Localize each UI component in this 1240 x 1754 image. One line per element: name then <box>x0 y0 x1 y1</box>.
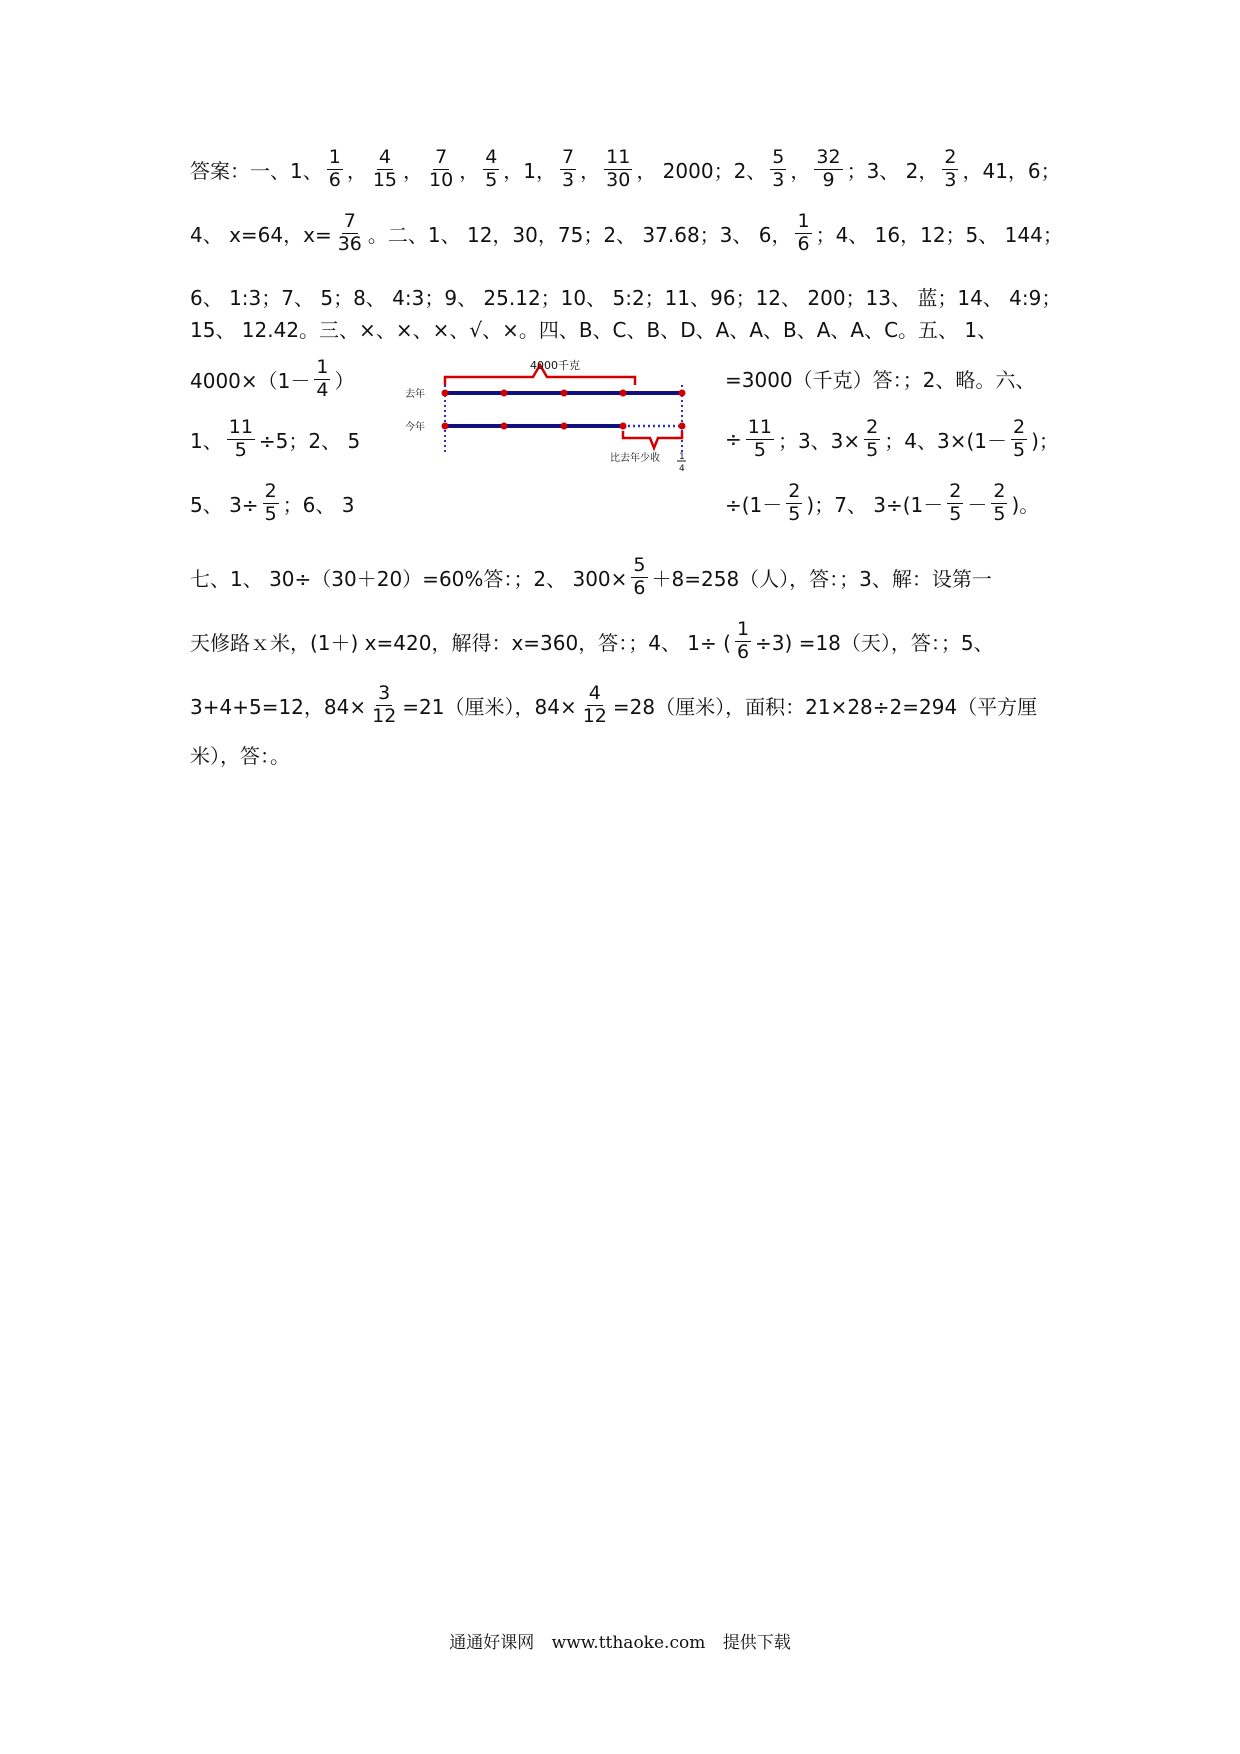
fraction-numerator: 2 <box>993 480 1006 502</box>
fraction <box>1011 418 1027 461</box>
footer-suffix: 提供下载 <box>722 1633 791 1653</box>
fraction-denominator: 5 <box>485 168 498 191</box>
fraction <box>864 418 880 461</box>
answer-line-4 <box>190 314 1060 343</box>
fraction <box>631 556 647 599</box>
fraction <box>581 684 609 727</box>
answer-text: 4、 x=64，x= <box>190 222 332 247</box>
answer-text: )。 <box>1011 492 1040 517</box>
answer-text: ÷ <box>725 427 742 452</box>
fraction-denominator: 6 <box>633 576 646 599</box>
fraction-numerator: 2 <box>264 480 277 502</box>
fraction-denominator: 5 <box>234 438 247 461</box>
fraction-numerator: 5 <box>772 146 785 168</box>
diagram-row1-label: 去年 <box>405 389 425 400</box>
fraction <box>483 148 499 191</box>
answer-line-6 <box>725 364 1055 393</box>
answer-text: ；4、3×(1－ <box>884 428 1007 453</box>
answer-line-14 <box>190 740 1060 769</box>
answer-text: 5、 3÷ <box>190 492 259 517</box>
diagram-fraction-denominator: 4 <box>679 464 685 474</box>
answer-text: ， <box>580 158 601 183</box>
fraction-numerator: 1 <box>736 618 750 640</box>
answer-text: 15、 12.42。三、×、×、×、√、×。四、B、C、B、D、A、A、B、A、A、C。五、 1、 <box>190 318 998 342</box>
fraction-numerator: 3 <box>378 682 391 704</box>
fraction-numerator: 2 <box>949 480 962 502</box>
fraction <box>427 148 455 191</box>
answer-text: 。二、1、 12，30，75；2、 37.68；3、 6， <box>367 222 792 247</box>
answer-line-10 <box>725 482 1055 525</box>
fraction-numerator: 4 <box>378 146 391 168</box>
answer-text: ） <box>334 368 355 393</box>
fraction-denominator: 5 <box>1013 438 1026 461</box>
answer-text: ；6、 3 <box>282 492 355 517</box>
answer-text: ，41，6； <box>962 158 1061 183</box>
answer-text: ；3、3× <box>777 428 861 453</box>
fraction-numerator: 2 <box>866 416 879 438</box>
diagram-row2-label: 今年 <box>405 422 425 433</box>
answer-line-12 <box>190 620 1060 663</box>
fraction <box>942 148 958 191</box>
fraction-numerator: 7 <box>562 146 575 168</box>
fraction <box>735 620 751 663</box>
fraction <box>814 148 842 191</box>
answer-text: )；7、 3÷(1－ <box>806 492 944 517</box>
segment-points <box>442 390 686 430</box>
fraction-numerator: 7 <box>435 146 448 168</box>
answer-text: ， <box>403 158 424 183</box>
bottom-brace <box>623 431 682 448</box>
fraction-denominator: 15 <box>372 168 398 191</box>
fraction-numerator: 11 <box>747 416 772 438</box>
page-footer <box>0 1628 1240 1653</box>
fraction-denominator: 5 <box>866 438 879 461</box>
fraction-denominator: 3 <box>772 168 785 191</box>
fraction <box>370 684 398 727</box>
answer-text: ， <box>346 158 367 183</box>
fraction-numerator: 2 <box>1013 416 1026 438</box>
fraction-numerator: 1 <box>797 210 810 232</box>
fraction <box>770 148 786 191</box>
answer-text: ；3、 2， <box>846 158 939 183</box>
fraction <box>371 148 399 191</box>
answer-text: 七、1、 30÷（30＋20）=60%答：；2、 300× <box>190 566 628 591</box>
fraction <box>947 482 963 525</box>
answer-line-9 <box>190 482 410 525</box>
diagram-fraction-numerator: 1 <box>679 452 685 462</box>
answer-text: 答案：一、1、 <box>190 158 323 183</box>
answer-text: ＋8=258（人），答：；3、解：设第一 <box>651 566 992 591</box>
answer-line-11 <box>190 556 1060 599</box>
answer-text: － <box>967 492 988 517</box>
fraction-numerator: 1 <box>316 356 329 378</box>
fraction-numerator: 2 <box>944 146 957 168</box>
fraction-numerator: 4 <box>588 682 601 704</box>
fraction <box>746 418 774 461</box>
fraction <box>560 148 576 191</box>
fraction-denominator: 12 <box>372 704 397 727</box>
fraction <box>263 482 279 525</box>
fraction-denominator: 12 <box>582 704 607 727</box>
answer-text: ，1， <box>503 158 557 183</box>
fraction-numerator: 1 <box>328 146 341 168</box>
fraction-denominator: 36 <box>337 232 362 255</box>
fraction-denominator: 5 <box>753 438 766 461</box>
answer-line-13 <box>190 684 1060 727</box>
footer-brand: 通通好课网 <box>449 1633 535 1653</box>
fraction-denominator: 4 <box>316 378 329 401</box>
answer-text: =21（厘米），84× <box>402 694 577 719</box>
fraction-numerator: 11 <box>606 146 631 168</box>
fraction-denominator: 6 <box>328 168 341 191</box>
fraction <box>314 358 330 401</box>
fraction-numerator: 2 <box>788 480 801 502</box>
fraction <box>786 482 802 525</box>
answer-text: 1、 <box>190 428 223 453</box>
answer-text: 天修路ｘ米，(1＋) x=420，解得：x=360，答：；4、 1÷ ( <box>190 630 731 655</box>
answer-text: )； <box>1031 428 1059 453</box>
answer-line-8 <box>725 416 1059 461</box>
answer-text: 4000×（1－ <box>190 368 311 393</box>
answer-line-3 <box>190 282 1060 311</box>
fraction <box>336 212 364 255</box>
answer-text: 3+4+5=12，84× <box>190 694 367 719</box>
fraction <box>227 418 255 461</box>
answer-text: ÷5；2、 5 <box>258 428 361 453</box>
answer-text: 6、 1:3；7、 5；8、 4:3；9、 25.12；10、 5:2；11、96；12、 200；13、 蓝；14、 4:9； <box>190 286 1062 310</box>
fraction <box>604 148 632 191</box>
answer-text: ÷3) =18（天），答：；5、 <box>755 630 994 655</box>
answer-line-1 <box>190 148 1060 191</box>
fraction-numerator: 5 <box>633 554 646 576</box>
fraction-denominator: 9 <box>822 168 835 191</box>
answer-line-7 <box>190 418 410 461</box>
answer-text: ；4、 16，12；5、 144； <box>815 222 1063 247</box>
fraction-denominator: 5 <box>788 502 801 525</box>
answer-text: =3000（千克）答：；2、略。六、 <box>725 368 1036 392</box>
fraction-denominator: 3 <box>944 168 957 191</box>
answer-text: ， 2000；2、 <box>636 158 767 183</box>
fraction-denominator: 10 <box>429 168 454 191</box>
answer-line-5 <box>190 358 410 401</box>
answer-line-2 <box>190 210 1063 255</box>
fraction-denominator: 6 <box>736 640 750 663</box>
footer-url[interactable]: www.tthaoke.com <box>551 1633 706 1653</box>
fraction-denominator: 30 <box>606 168 631 191</box>
line-segment-diagram <box>405 355 705 480</box>
fraction-denominator: 5 <box>264 502 277 525</box>
answer-text: =28（厘米），面积：21×28÷2=294（平方厘 <box>612 694 1038 719</box>
fraction-denominator: 3 <box>562 168 575 191</box>
fraction-numerator: 4 <box>485 146 498 168</box>
answer-text: ÷(1－ <box>725 492 783 517</box>
fraction-numerator: 32 <box>816 146 841 168</box>
fraction-denominator: 5 <box>949 502 962 525</box>
diagram-top-label: 4000千克 <box>530 359 580 372</box>
fraction-denominator: 5 <box>993 502 1006 525</box>
fraction <box>991 482 1007 525</box>
diagram-bottom-label: 比去年少收 <box>610 453 660 464</box>
answer-text: ， <box>790 158 811 183</box>
fraction-numerator: 7 <box>343 210 356 232</box>
answer-text: ， <box>459 158 480 183</box>
fraction <box>795 212 811 255</box>
fraction <box>327 148 343 191</box>
fraction-numerator: 11 <box>228 416 253 438</box>
fraction-denominator: 6 <box>797 232 810 255</box>
answer-text: 米），答：。 <box>190 744 290 768</box>
